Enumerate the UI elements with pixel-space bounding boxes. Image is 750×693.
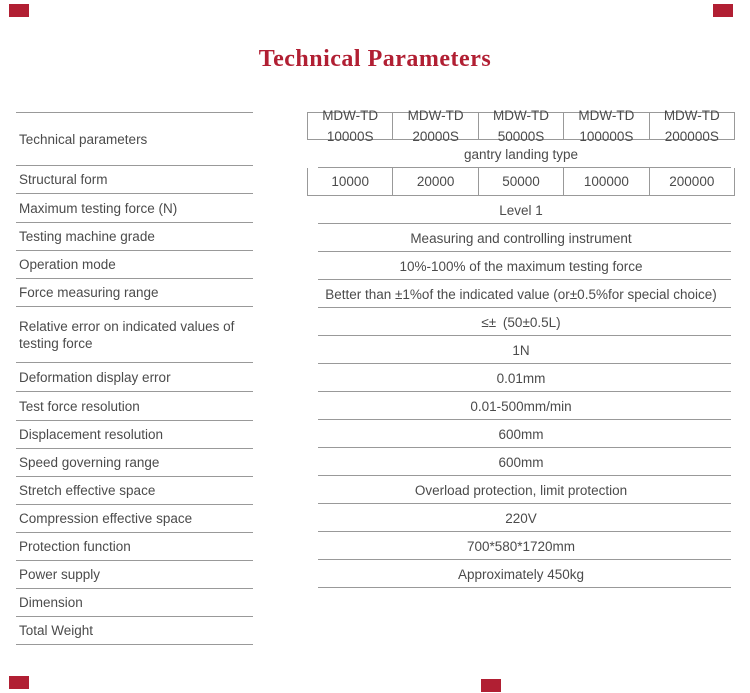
corner-mark-icon [9, 676, 29, 689]
parameter-value: 20000 [416, 174, 455, 189]
parameter-value: 100000 [583, 174, 629, 189]
parameter-label: Total Weight [19, 623, 94, 638]
table-row [307, 336, 735, 364]
max-force-values-row [307, 168, 735, 196]
max-force-cell [563, 168, 648, 195]
parameter-label: Displacement resolution [19, 427, 164, 442]
model-series: MDW-TD [493, 108, 549, 123]
parameter-value: ≤± (50±0.5L) [481, 314, 561, 330]
parameter-label: Force measuring range [19, 285, 159, 300]
parameter-value: Level 1 [499, 202, 543, 218]
parameter-value: 0.01-500mm/min [470, 398, 572, 414]
parameter-label: Relative error on indicated values of testing force [19, 318, 235, 351]
parameter-label: Deformation display error [19, 369, 171, 385]
table-row [16, 307, 253, 363]
table-row [16, 589, 253, 617]
parameter-label: Testing machine grade [19, 229, 155, 244]
table-row [16, 194, 253, 223]
parameter-value: Overload protection, limit protection [414, 482, 628, 498]
table-row [307, 476, 735, 504]
parameter-label: Power supply [19, 567, 101, 582]
table-row [307, 532, 735, 560]
table-row [307, 140, 735, 168]
table-row [16, 166, 253, 194]
table-row [16, 477, 253, 505]
model-code: 200000S [664, 129, 719, 144]
model-series: MDW-TD [578, 108, 635, 123]
parameter-value: 10000 [331, 174, 369, 189]
parameter-value: Approximately 450kg [457, 566, 585, 582]
model-header-cell [308, 108, 392, 144]
table-row [307, 224, 735, 252]
table-row [307, 448, 735, 476]
model-code: 100000S [579, 129, 634, 144]
parameter-value: 600mm [498, 426, 544, 442]
model-series: MDW-TD [407, 108, 464, 123]
parameter-value: 700*580*1720mm [466, 538, 576, 554]
parameter-value: Better than ±1%of the indicated value (or±0.5%for special choice) [325, 286, 717, 302]
parameter-label: Maximum testing force (N) [19, 200, 178, 216]
table-row [307, 420, 735, 448]
table-row [16, 223, 253, 251]
max-force-cell [649, 168, 734, 195]
table-row [16, 279, 253, 307]
parameter-label: Speed governing range [19, 455, 160, 470]
parameter-value: 600mm [498, 454, 544, 470]
parameter-value: 50000 [502, 174, 540, 189]
table-row [307, 308, 735, 336]
table-row [16, 421, 253, 449]
parameter-label: Test force resolution [19, 398, 140, 414]
parameter-value: 200000 [669, 174, 715, 189]
parameter-value: 220V [505, 510, 537, 526]
model-series: MDW-TD [663, 108, 720, 123]
parameter-label: Protection function [19, 539, 131, 554]
parameter-value: Measuring and controlling instrument [410, 230, 632, 246]
parameter-label: Stretch effective space [19, 483, 156, 498]
model-code: 10000S [326, 129, 374, 144]
model-header-cell [392, 108, 477, 144]
table-row [16, 363, 253, 392]
table-row [16, 251, 253, 279]
table-row [16, 505, 253, 533]
max-force-cell [478, 168, 563, 195]
model-code: 50000S [497, 129, 545, 144]
table-row [16, 533, 253, 561]
corner-mark-icon [9, 4, 29, 17]
table-row [16, 617, 253, 645]
max-force-cell [308, 168, 392, 195]
parameter-label: Compression effective space [19, 511, 193, 526]
model-header-cell [649, 108, 734, 144]
table-row [16, 392, 253, 421]
parameter-value: gantry landing type [463, 146, 579, 162]
model-header-row [307, 108, 735, 144]
table-row [307, 560, 735, 588]
page-title: Technical Parameters [258, 46, 492, 72]
model-header-cell [563, 108, 648, 144]
corner-mark-icon [713, 4, 733, 17]
parameter-label: Operation mode [19, 257, 116, 272]
table-row [307, 196, 735, 224]
table-row [16, 449, 253, 477]
table-row [307, 364, 735, 392]
table-row [307, 504, 735, 532]
model-header-cell [478, 108, 563, 144]
model-series: MDW-TD [322, 108, 379, 123]
max-force-cell [392, 168, 477, 195]
parameter-labels-column [16, 112, 253, 645]
model-code: 20000S [412, 129, 459, 144]
table-row [307, 392, 735, 420]
parameter-values-column [307, 108, 735, 588]
parameter-value: 10%-100% of the maximum testing force [399, 258, 643, 274]
corner-mark-icon [481, 679, 501, 692]
table-row [307, 252, 735, 280]
parameter-value: 0.01mm [496, 370, 546, 386]
parameter-value: 1N [512, 342, 530, 358]
table-row [16, 561, 253, 589]
parameter-label: Structural form [19, 172, 108, 187]
table-row [16, 113, 253, 166]
table-row [307, 280, 735, 308]
parameter-label: Dimension [19, 595, 83, 610]
parameter-label: Technical parameters [19, 131, 148, 147]
